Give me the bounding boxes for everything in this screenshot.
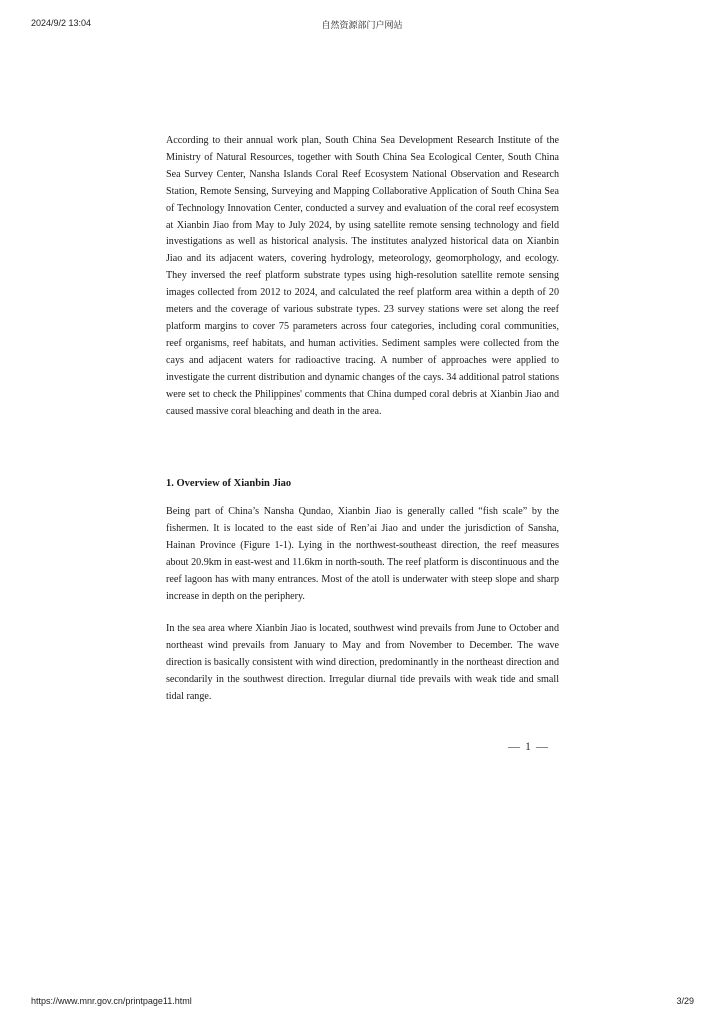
section-paragraph-2: In the sea area where Xianbin Jiao is located, southwest wind prevails from June to October and northeast wind prevails from January to May and from November to December. The wave direction is basically consistent with wind direction, predominantly in the northeast direction and secondarily in the southwest direction. Irregular diurnal tide prevails with weak tide and small tidal range. — [166, 623, 559, 702]
site-title: 自然资源部门户网站 — [321, 20, 403, 30]
page-url: https://www.mnr.gov.cn/printpage11.html — [31, 996, 192, 1006]
print-header — [0, 18, 724, 32]
print-footer — [0, 996, 724, 1010]
page-number: — 1 — — [508, 739, 549, 753]
document-body — [166, 133, 559, 420]
page-counter: 3/29 — [676, 996, 694, 1006]
section-heading: 1. Overview of Xianbin Jiao — [166, 478, 292, 489]
print-datetime: 2024/9/2 13:04 — [31, 18, 92, 28]
section-paragraph-1: Being part of China’s Nansha Qundao, Xianbin Jiao is generally called “fish scale” by the fishermen. It is located to the east side of Ren’ai Jiao and under the jurisdiction of Sansha, Hainan Province (Figure 1-1). Lying in the northwest-southeast direction, the reef measures about 20.9km in east-west and 11.6km in north-south. The reef platform is discontinuous and the reef lagoon has with many entrances. Most of the atoll is underwater with steep slope and sharp increase in depth on the periphery. — [166, 506, 559, 602]
intro-paragraph: According to their annual work plan, South China Sea Development Research Institute of the Ministry of Natural Resources, together with South China Sea Ecological Center, South China Sea Survey Center, Nansha Islands Coral Reef Ecosystem National Observation and Research Station, Remote Sensing, Surveying and Mapping Collaborative Application of South China Sea of Technology Innovation Center, conducted a survey and evaluation of the coral reef ecosystem at Xianbin Jiao from May to July 2024, by using satellite remote sensing technology and field investigations as well as historical analysis. The institutes analyzed historical data on Xianbin Jiao and its adjacent waters, covering hydrology, meteorology, geomorphology, and ecology. They inversed the reef platform substrate types using high-resolution satellite remote sensing images collected from 2012 to 2024, and calculated the reef platform area within a depth of 20 meters and the coverage of various substrate types. 23 survey stations were set along the reef platform margins to cover 75 parameters across four categories, including coral communities, reef organisms, reef habitats, and human activities. Sediment samples were collected from the cays and adjacent waters for radioactive tracing. A number of approaches were applied to investigate the current distribution and dynamic changes of the cays. 34 additional patrol stations were set to check the Philippines' comments that China dumped coral debris at Xianbin Jiao and caused massive coral bleaching and death in the area. — [166, 135, 559, 417]
